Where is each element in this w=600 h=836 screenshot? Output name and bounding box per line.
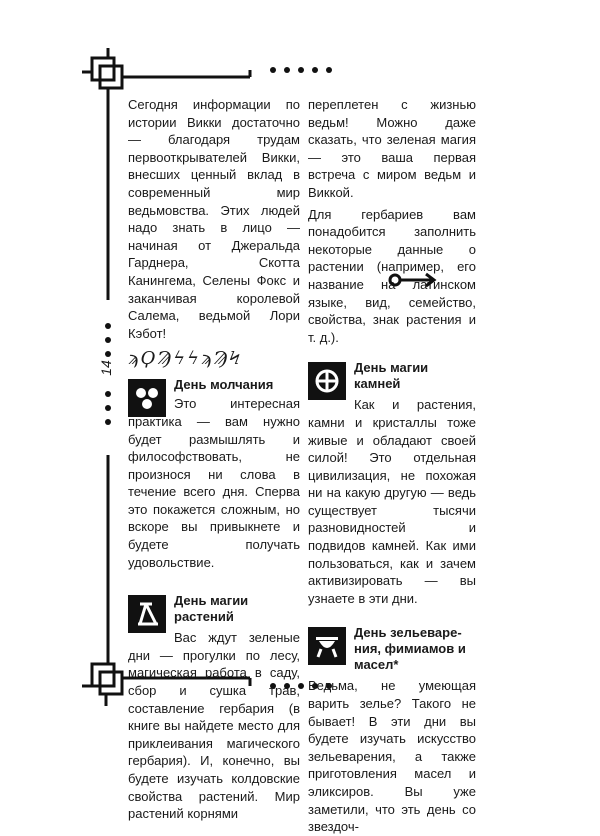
circle-cross-icon (308, 362, 346, 400)
section-body: Ведьма, не умеющая варить зелье? Такого не бывает! В эти дни вы будете изучать искусство зельеварения, а также приготовления масел и эликсиров. Вы уже заметили, что эть день со звездоч- (308, 678, 476, 835)
section-title-line3: масел* (354, 657, 399, 673)
intro-paragraph: Сегодня информации по истории Викки достаточно — благодаря трудам первооткрывателей Викки, внесших ценный вклад в современный мир ведьмовства. Этих людей надо знать в лицо — начиная от Джеральда Гарднера, Скотта Канингема, Селены Фокс и заканчивая королевой Салема, ведьмой Лори Кэбот! (128, 97, 300, 341)
section-title-line1: День магии (174, 593, 249, 609)
section-title-line2: растений (174, 609, 234, 625)
section-body: Вас ждут зеленые дни — прогулки по лесу, магическая работа в саду, сбор и сушка трав, составление гербария (в книге вы найдете место для приклеивания магического гербария). И, конечно, вы будете изучать колдовские свойства растений. Мир растений корнями (128, 630, 300, 822)
section-title: День молчания (174, 377, 274, 393)
section-plants (128, 593, 300, 823)
top-dot-row (270, 67, 332, 73)
section-stones (308, 360, 476, 607)
section-title-line1: День зельеваре- (354, 625, 462, 641)
page-number: 14 (97, 360, 114, 376)
section-body: Это интересная практика — вам нужно будет размышлять и философствовать, не произнося ни слова в течение всего дня. Сперва это покажется сложным, но вскоре вы привыкнете и будете получать удовольствие. (128, 396, 300, 570)
continuation-paragraph: переплетен с жизнью ведьм! Можно даже сказать, что зеленая магия — это ваша первая встреча с миром ведьм и Виккой. (308, 97, 476, 200)
section-silence (128, 377, 300, 571)
herbarium-text: Для гербариев вам понадобится заполнить некоторые данные о растении (например, его название на латинском языке, вид, семейство, свойства, знак растения и т. д.). (308, 206, 476, 345)
cauldron-icon (308, 627, 346, 665)
left-column (128, 96, 300, 823)
section-title-line2: камней (354, 376, 401, 392)
section-potions (308, 625, 476, 835)
right-column (308, 96, 476, 836)
section-body: Как и растения, камни и кристаллы тоже живые и обладают своей силой! Это отдельная цивилизация, не похожая ни на какую другую — ведь существует тысячи разновидностей и подвидов камней. Как ими пользоваться, как и зачем активизировать — вы узнаете в эти дни. (308, 397, 476, 606)
magic-script-line: ϡϘϠϟϟϡϠϞ (128, 348, 243, 370)
section-title-line2: ния, фимиамов и (354, 641, 466, 657)
plant-sigil-icon (128, 595, 166, 633)
section-title-line1: День магии (354, 360, 429, 376)
three-circles-icon (128, 379, 166, 417)
key-arrow-icon (388, 270, 438, 290)
